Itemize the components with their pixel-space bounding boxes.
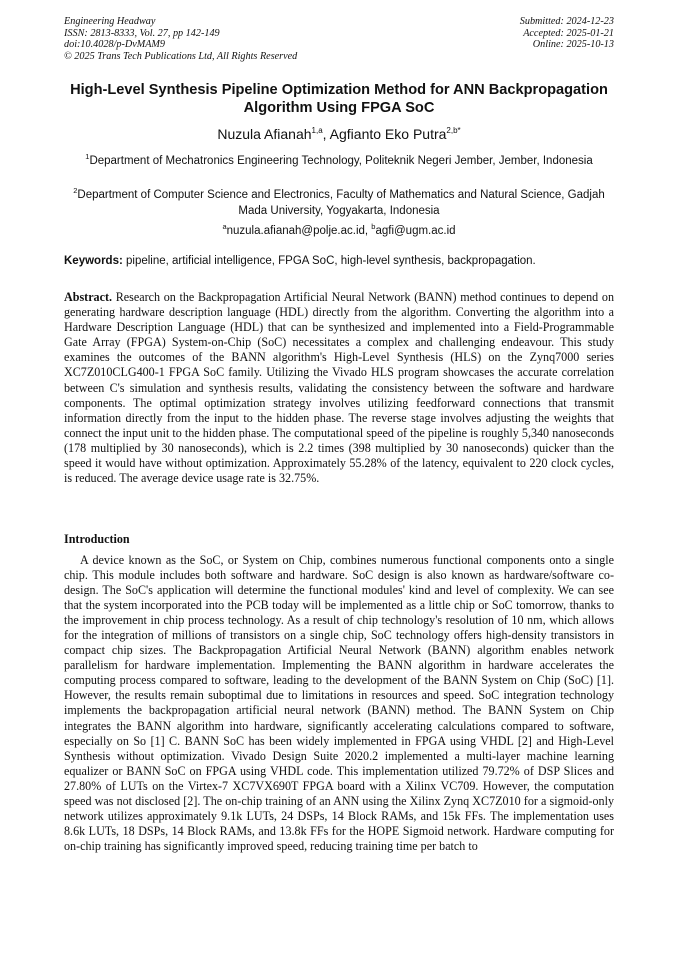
affiliation-1-number: 1 xyxy=(85,152,90,161)
email-a[interactable]: nuzula.afianah@polje.ac.id, xyxy=(226,225,372,237)
author-emails xyxy=(70,219,608,240)
affiliation-1 xyxy=(70,149,608,170)
section-heading-introduction: Introduction xyxy=(64,532,130,546)
email-b[interactable]: agfi@ugm.ac.id xyxy=(375,225,456,237)
affiliation-2-number: 2 xyxy=(73,186,78,195)
author-2-superscript: 2,b* xyxy=(446,126,461,135)
journal-name: Engineering Headway xyxy=(64,16,156,27)
date-accepted: Accepted: 2025-01-21 xyxy=(523,27,614,39)
keywords xyxy=(64,254,614,269)
journal-issn: ISSN: 2813-8333, Vol. 27, pp 142-149 xyxy=(64,27,220,39)
abstract-label: Abstract. xyxy=(64,290,113,304)
journal-info xyxy=(64,16,297,62)
author-1: Nuzula Afianah xyxy=(217,126,312,142)
affiliation-2 xyxy=(70,183,608,219)
affiliation-1-text: Department of Mechatronics Engineering Technology, Politeknik Negeri Jember, Jember, Indonesia xyxy=(89,155,593,167)
keywords-text: pipeline, artificial intelligence, FPGA SoC, high-level synthesis, backpropagation. xyxy=(122,255,536,267)
email-a-superscript: a xyxy=(222,222,227,231)
author-line xyxy=(64,122,614,143)
introduction-paragraph: A device known as the SoC, or System on Chip, combines numerous functional components onto a single chip. This module includes both software and hardware. SoC design is also known as hardware/software co-design. The SoC's application will determine the functional modules' kind and level of complexity. We can see that the system incorporated into the PCB today will be implemented as a little chip or SoC tomorrow, thanks to the improvement in chip process technology. As a result of chip technology's resolution of 10 nm, which allows for the integration of millions of transistors on a single chip, SoC technology offers high-density transistors in compact chip sizes. The Backpropagation Artificial Neural Network (BANN) algorithm enables network parallelism for hardware implementation. Implementing the BANN algorithm in hardware accelerates the computing process compared to software, leading to the development of the BANN System on Chip (SoC) [1]. However, the results remain suboptimal due to limitations in resources and speed. SoC integration technology implements the backpropagation artificial neural network (BANN) method. The BANN System on Chip integrates the BANN algorithm into hardware, significantly accelerating calculations compared to software, especially on So [1] C. BANN SoC has been widely implemented in FPGA using VHDL [2] and High-Level Synthesis without optimization. Vivado Design Suite 2020.2 implemented a multi-layer machine learning equalizer or BANN SoC on FPGA using VHDL code. This implementation utilized 79.72% of DSP Slices and 27.80% of LUTs on the Virtex-7 XC7VX690T FPGA board with a Xilinx VC709. However, the computation speed was not disclosed [2]. The on-chip training of an ANN using the Xilinx Zynq XC7Z010 for a sigmoid-only network utilizes approximately 9.1k LUTs, 24 DSPs, 14 Block RAMs, and 15k FFs. The implementation uses 8.6k LUTs, 18 DSPs, 14 Block RAMs, and 13.8k FFs for the HOPE Sigmoid network. Hardware computing for on-chip training has significantly improved speed, reducing training time per batch to xyxy=(64,553,614,853)
abstract-text: Research on the Backpropagation Artificial Neural Network (BANN) method continues to depend on generating hardware description language (HDL) directly from the algorithm. Converting the algorithm into a Hardware Description Language (HDL) that can be synthesized and implemented into a Field-Programmable Gate Array (FPGA) System-on-Chip (SoC) necessitates a complex and challenging endeavour. This study examines the outcomes of the BANN algorithm's High-Level Synthesis (HLS) on the Zynq7000 series XC7Z010CLG400-1 FPGA SoC family. Utilizing the Vivado HLS program showcases the accurate correlation between C's simulation and synthesis results, validating the consistency between the software and hardware components. The optimal optimization strategy involves utilizing feedforward connections that transmit information directly from the input to the hidden phase. The reverse stage involves adjusting the weights that connect the input unit to the hidden phase. The computational speed of the pipeline is roughly 5,340 nanoseconds (178 multiplied by 30 nanoseconds), which is 2.2 times (398 multiplied by 30 nanoseconds) quicker than the speed it would have without optimization. Approximately 55.28% of the latency, equivalent to 220 clock cycles, is reduced. The average device usage rate is 32.75%. xyxy=(64,290,614,486)
author-separator: , xyxy=(322,126,330,142)
keywords-label: Keywords: xyxy=(64,255,123,267)
journal-doi: doi:10.4028/p-DvMAM9 xyxy=(64,39,166,50)
copyright-line: © 2025 Trans Tech Publications Ltd, All Rights Reserved xyxy=(64,50,298,62)
affiliation-2-text: Department of Computer Science and Electronics, Faculty of Mathematics and Natural Science, Gadjah Mada University, Yogyakarta, Indonesia xyxy=(77,189,605,217)
abstract xyxy=(64,290,614,486)
date-submitted: Submitted: 2024-12-23 xyxy=(519,16,614,27)
date-online: Online: 2025-10-13 xyxy=(532,39,614,50)
author-1-superscript: 1,a xyxy=(311,126,323,135)
publication-dates xyxy=(520,16,614,51)
author-2: Agfianto Eko Putra xyxy=(329,126,447,142)
paper-title: High-Level Synthesis Pipeline Optimization Method for ANN Backpropagation Algorithm Using FPGA SoC xyxy=(70,82,608,116)
email-b-superscript: b xyxy=(371,222,376,231)
